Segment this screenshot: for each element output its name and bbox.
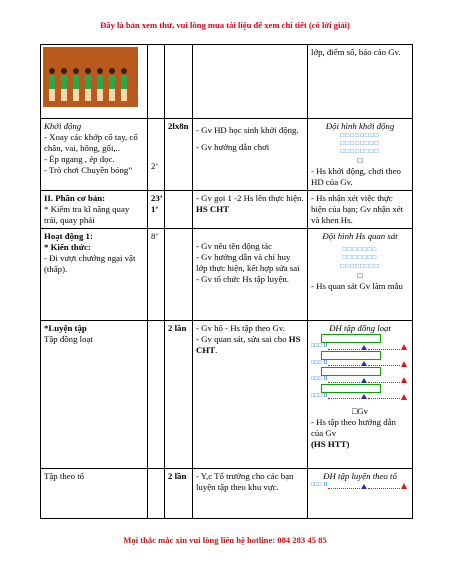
warmup-title: Khởi động <box>44 121 82 131</box>
hotline-banner: Mọi thắc mắc xin vui lòng liên hệ hotline: 084 283 45 85 <box>123 535 327 545</box>
illustration-cell <box>41 45 148 119</box>
table-row: II. Phần cơ bản: * Kiểm tra kĩ năng quay trái, quay phải 23’ 1’ - Gv gọi 1 -2 Hs lên thực hiện. HS CHT - Hs nhận xét việc thực hiện của bạn; Gv nhận xét và khen Hs. <box>41 191 413 229</box>
observation-formation: □□□□□□□ □□□□□□□ □□□□□□□□ <box>340 246 380 270</box>
group-formation: □□□ II □□□ II □□□ II □□□ II <box>311 334 407 400</box>
teacher-marker: □ <box>357 270 363 280</box>
preview-banner: Đây là bản xem thử, vui lòng mua tài liệu để xem chi tiết (có lời giải) <box>100 20 350 30</box>
table-row: Hoạt động 1: * Kiến thức: - Đi vượt chướng ngại vật (thấp). 8’ - Gv nêu tên động tác - Gv hướng dẫn và chỉ huy lớp thực hiện, kết hợp sửa sai - Gv tổ chức Hs tập luyện. Đội hình Hs quan sát □□□□□□□ □□□□□□□ □□□□□□□□ □ - Hs quan sát Gv làm mẫu <box>41 229 413 321</box>
warmup-cell: Khởi động - Xoay các khớp cổ tay, cổ chân, vai, hông, gối,.. - Ép ngang , ép dọc. - Trò chơi Chuyền bóng” <box>41 119 148 191</box>
dancers-illustration <box>43 47 138 107</box>
formation-diagram: □□□□□□□□ □□□□□□□□ □□□□□□□□ <box>340 131 380 156</box>
table-row: *Luyện tập Tập đồng loạt 2 lần - Gv hô - Hs tập theo Gv. - Gv quan sát, sửa sai cho HS CHT. ĐH tập đồng loạt □□□ II □□□ II □□□ II □□□ II □Gv - Hs tập theo hướng dẫn của Gv (HS HTT) <box>41 321 413 469</box>
table-row: Khởi động - Xoay các khớp cổ tay, cổ chân, vai, hông, gối,.. - Ép ngang , ép dọc. - Trò chơi Chuyền bóng” 2’ 2lx8n - Gv HD học sinh khởi động. - Gv hướng dẫn chơi Đội hình khởi động □□□□□□□□ □□□□□□□□ □□□□□□□□ □ - Hs khởi động, chơi theo HD của Gv. <box>41 119 413 191</box>
lesson-plan-table <box>40 44 413 519</box>
report-cell: lớp, điểm số, báo cáo Gv. <box>308 45 413 119</box>
table-row: Tập theo tổ 2 lần - Y,c Tổ trưởng cho các bạn luyện tập theo khu vực. ĐH tập luyện theo tổ □□□ II <box>41 469 413 519</box>
team-formation: □□□ II <box>311 482 407 490</box>
table-row <box>41 45 413 119</box>
teacher-marker: □ <box>357 156 363 166</box>
